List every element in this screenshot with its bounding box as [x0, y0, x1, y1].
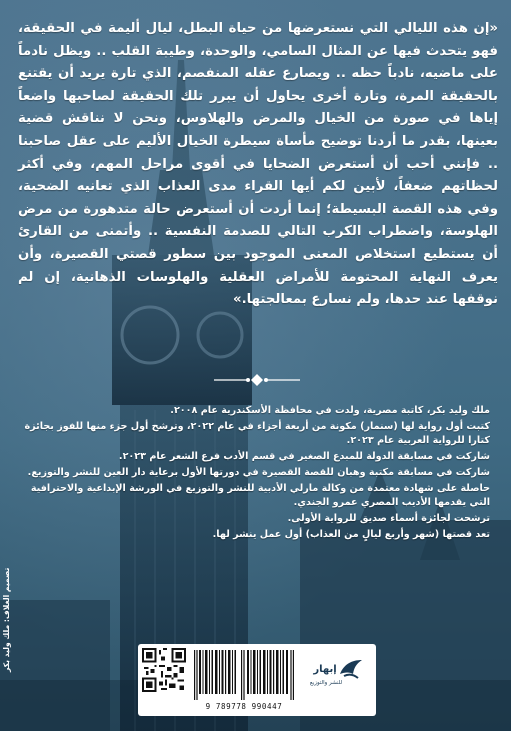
- author-bio-list: [22, 404, 490, 545]
- isbn-number: 9 789778 990447: [205, 702, 283, 711]
- isbn-barcode-icon: [194, 650, 294, 700]
- publisher-subtitle: للنشر والتوزيع: [309, 680, 343, 686]
- author-bio-item: ملك وليد بكر، كاتبة مصرية، ولدت في محافظة الأسكندرية عام ٢٠٠٨.: [170, 405, 490, 416]
- cover-design-credit: تصميم الغلاف: ملك وليد بكر: [2, 567, 11, 673]
- author-bio-item: شاركت في مسابقة مكتبة وهبان للقصة القصيرة في دورتها الأول برعاية دار العين للنشر والتوزيع.: [27, 467, 490, 479]
- publisher-logo: [306, 650, 372, 710]
- author-bio-item: كتبت أول رواية لها (سنمار) مكونة من أربعة أجزاء في عام ٢٠٢٢، وترشح أول جزء منها للفوز بجائزة كتارا للرواية العربية عام ٢٠٢٣.: [24, 421, 490, 446]
- barcode-panel: [138, 644, 376, 716]
- synopsis-text: «إن هذه الليالي التي نستعرضها من حياة البطل، ليال أليمة في الحقيقة، فهو يتحدث فيها عن المثال السامي، والوحدة، وطيبة القلب .. ويظل نادماً على ماضيه، نادباً حظه .. ويصارع عقله المنفصم، الذي تارة يريد أن يقتنع بالحقيقة المرة، وتارة أخرى يحاول أن يبرر تلك الحقيقة لصاحبها واضعاً إياها في صورة من الخيال والمرض والهلاوس، ونحن لا نناقش قضية بعينها، بقدر ما أردنا توضيح مأساة سيطرة الخيال الأليم على عقل صاحبنا .. فإنني أحب أن أستعرض الضحايا في أقوى مراحل المهم، وفي أكثر لحظاتهم ضعفاً، لأبين لكم أيها القراء مدى العذاب الذي تعانيه الضحية، وفي هذه القصة البسيطة؛ إنما أردت أن أستعرض حالة متدهورة من مرض الهلوسة، واضطراب الكرب التالي للصدمة النفسية .. وأتمنى من القارئ أن يستطيع استخلاص المعنى الموجود بين سطور قصتي القصيرة، وأن يعرف النهاية المحتومة للأمراض العقلية والهلوسات الذهانية، إن لم نوقفها عند حدها، ولم نسارع بمعالجتها.»: [18, 21, 498, 308]
- qr-code-icon: [142, 648, 186, 692]
- author-bio-item: شاركت في مسابقة الدولة للمبدع الصغير في قسم الأدب فرع الشعر عام ٢٠٢٣.: [118, 450, 490, 462]
- author-bio-item: ترشحت لجائزة أسماء صديق للرواية الأولى.: [287, 513, 490, 525]
- publisher-name: إبهار: [313, 664, 337, 675]
- divider-ornament: [212, 373, 302, 387]
- author-bio-item: تعد قصتها (شهر وأربع ليالٍ من العذاب) أول عمل ينشر لها.: [212, 529, 490, 541]
- author-bio-item: حاصلة على شهادة معتمدة من وكالة مارلي الأدبية للنشر والتوزيع في الورشة الإبداعية والاحترافية التي يقدمها الأديب المصري عمرو الجندي.: [30, 483, 490, 508]
